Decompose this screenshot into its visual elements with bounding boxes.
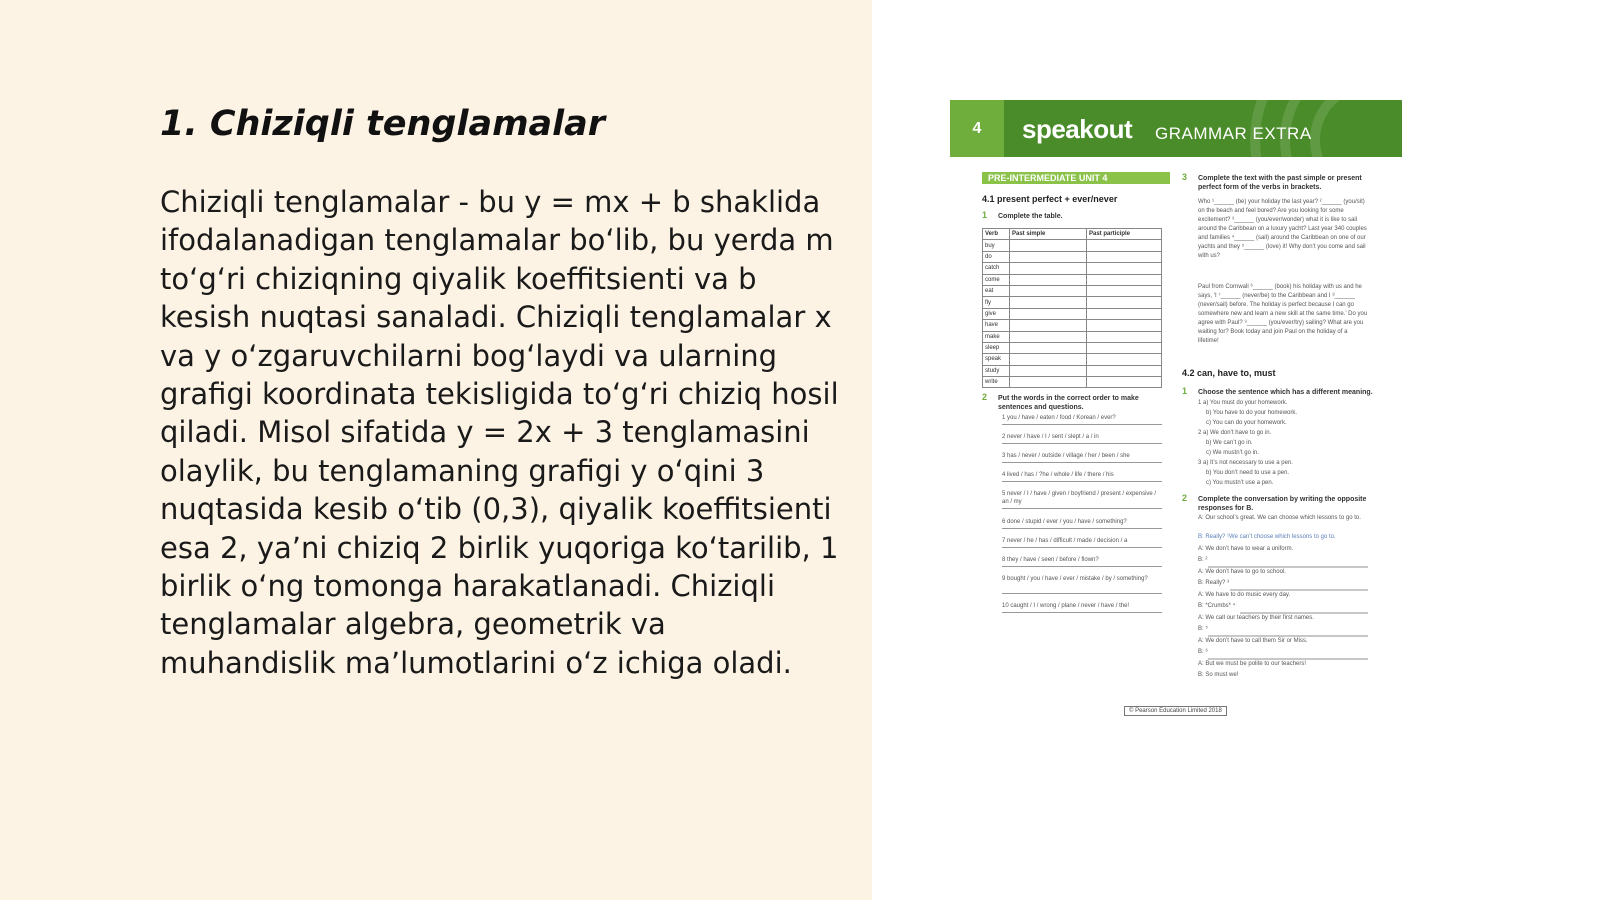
dialogue-line: A: But we must be polite to our teachers!: [1198, 661, 1307, 667]
slide-body-text: Chiziqli tenglamalar - bu y = mx + b shaklida ifodalanadigan tenglamalar bo‘lib, bu yerda m to‘g‘ri chiziqning qiyalik koeffitsienti va b kesish nuqtasi sanaladi. Chiziqli tenglamalar x va y o‘zgaruvchilarni bog‘laydi va ularning grafigi koordinata tekisligida to‘g‘ri chiziq hosil qiladi. Misol sifatida y = 2x + 3 tenglamasini olaylik, bu tenglamaning grafigi y o‘qini 3 nuqtasida kesib o‘tib (0,3), qiyalik koeffitsienti esa 2, ya’ni chiziq 2 birlik yuqoriga ko‘tarilib, 1 birlik o‘ng tomonga harakatlanadi. Chiziqli tenglamalar algebra, geometrik va muhandislik ma’lumotlarini o‘z ichiga oladi.: [160, 185, 839, 680]
table-row: [983, 285, 1162, 296]
table-row: [983, 251, 1162, 262]
blank-cell: [1087, 263, 1162, 274]
list-item: c) We mustn’t go in.: [1206, 450, 1259, 456]
blank-cell: [1087, 251, 1162, 262]
dialogue-line: A: We don’t have to call them Sir or Miss.: [1198, 638, 1308, 644]
verb-cell: catch: [983, 263, 1010, 274]
verb-table: [982, 228, 1162, 388]
answer-line: [1240, 612, 1368, 614]
verb-cell: give: [983, 308, 1010, 319]
table-row: [983, 297, 1162, 308]
list-item: 3 has / never / outside / village / her / been / she: [1002, 452, 1162, 463]
worksheet-header-title: GRAMMAR EXTRA: [1155, 124, 1312, 143]
table-header-row: [983, 229, 1162, 240]
exercise-number: 1: [1182, 386, 1188, 396]
list-item: 2 a) We don’t have to go in.: [1198, 430, 1272, 436]
blank-cell: [1010, 251, 1087, 262]
header-arc-decoration: [1310, 100, 1402, 157]
blank-cell: [1087, 331, 1162, 342]
answer-line: [1208, 566, 1368, 568]
blank-cell: [1087, 285, 1162, 296]
exercise-number: 3: [1182, 172, 1188, 182]
blank-cell: [1010, 285, 1087, 296]
blank-cell: [1010, 240, 1087, 251]
exercise-3-text-1: Who ¹______ (be) your holiday the last year? ²______ (you/sit) on the beach and feel bored? Are you looking for some excitement? ³______ (you/ever/wonder) what it is like to sail around the Caribbean on a luxury yacht? Last year 340 couples and families ⁴______ (sail) around the Caribbean on one of our yachts and they ⁵______ (love) it! Why don’t you come and sail with us?: [1198, 199, 1367, 259]
list-item: b) You have to do your homework.: [1206, 410, 1298, 416]
list-item: 7 never / he / has / difficult / made / decision / a: [1002, 537, 1162, 548]
exercise-instruction: Put the words in the correct order to make sentences and questions.: [998, 395, 1139, 411]
list-item: 3 a) It’s not necessary to use a pen.: [1198, 460, 1293, 466]
table-row: [983, 377, 1162, 388]
dialogue-line: B: So must we!: [1198, 672, 1239, 678]
verb-cell: speak: [983, 354, 1010, 365]
blank-cell: [1087, 297, 1162, 308]
verb-cell: sleep: [983, 342, 1010, 353]
verb-cell: study: [983, 365, 1010, 376]
dialogue-line: B: *Crumbs* ⁴: [1198, 603, 1236, 609]
verb-cell: do: [983, 251, 1010, 262]
slide-title: 1. Chiziqli tenglamalar: [160, 104, 606, 144]
blank-cell: [1087, 365, 1162, 376]
list-item: b) You don’t need to use a pen.: [1206, 470, 1290, 476]
table-header-cell: Verb: [983, 229, 1010, 240]
dialogue-line: B: ⁵: [1198, 626, 1208, 632]
blank-cell: [1087, 342, 1162, 353]
list-item: 9 bought / you / have / ever / mistake / by / something?: [1002, 575, 1162, 594]
worksheet-header: [950, 100, 1402, 157]
blank-cell: [1010, 331, 1087, 342]
list-item: c) You mustn’t use a pen.: [1206, 480, 1274, 486]
verb-cell: have: [983, 320, 1010, 331]
dialogue-line: A: Our school’s great. We can choose which lessons to go to.: [1198, 515, 1361, 521]
list-item: 8 they / have / seen / before / flown?: [1002, 556, 1162, 567]
list-item: 2 never / have / I / sent / slept / a / in: [1002, 433, 1162, 444]
answer-line: [1230, 589, 1368, 591]
worksheet-page-number: 4: [950, 100, 1004, 157]
list-item: 1 a) You must do your homework.: [1198, 400, 1288, 406]
blank-cell: [1087, 308, 1162, 319]
blank-cell: [1010, 274, 1087, 285]
table-row: [983, 365, 1162, 376]
list-item: 1 you / have / eaten / food / Korean / ever?: [1002, 414, 1162, 425]
blank-cell: [1087, 377, 1162, 388]
exercise-number: 2: [982, 392, 988, 402]
list-item: 4 lived / has / ?he / whole / life / there / his: [1002, 471, 1162, 482]
table-header-cell: Past simple: [1010, 229, 1087, 240]
blank-cell: [1010, 263, 1087, 274]
blank-cell: [1010, 308, 1087, 319]
verb-cell: fly: [983, 297, 1010, 308]
exercise-number: 2: [1182, 493, 1188, 503]
speakout-logo: speakout: [1022, 114, 1133, 144]
table-row: [983, 331, 1162, 342]
blank-cell: [1010, 342, 1087, 353]
exercise-3-text-2: Paul from Cornwall ⁶______ (book) his holiday with us and he says, ‘I ⁷______ (never/be) to the Caribbean and I ⁸______ (never/sail) before. The holiday is perfect because I can go somewhere new and learn a new skill at the same time.’ Do you agree with Paul? ⁹______ (you/ever/try) sailing? What are you waiting for? Book today and join Paul on the holiday of a lifetime!: [1198, 284, 1368, 344]
dialogue-line: B: Really? ³: [1198, 580, 1230, 586]
dialogue-line: A: We call our teachers by their first names.: [1198, 615, 1314, 621]
blank-cell: [1087, 240, 1162, 251]
list-item: b) We can’t go in.: [1206, 440, 1253, 446]
answer-line: [1208, 635, 1368, 637]
blank-cell: [1087, 354, 1162, 365]
answer-line: [1208, 658, 1368, 660]
dialogue-line: A: We don’t have to go to school.: [1198, 569, 1286, 575]
table-row: [983, 263, 1162, 274]
verb-cell: write: [983, 377, 1010, 388]
blank-cell: [1010, 365, 1087, 376]
exercise-instruction: Choose the sentence which has a different meaning.: [1198, 389, 1373, 396]
table-row: [983, 320, 1162, 331]
table-header-cell: Past participle: [1087, 229, 1162, 240]
list-item: 5 never / I / have / given / boyfriend / present / expensive / an / my: [1002, 490, 1162, 509]
blank-cell: [1010, 320, 1087, 331]
verb-cell: buy: [983, 240, 1010, 251]
blank-cell: [1010, 377, 1087, 388]
blank-cell: [1087, 320, 1162, 331]
unit-tag: PRE-INTERMEDIATE UNIT 4: [982, 172, 1170, 184]
table-row: [983, 308, 1162, 319]
exercise-instruction: Complete the conversation by writing the opposite responses for B.: [1198, 496, 1367, 512]
dialogue-line: B: ⁶: [1198, 649, 1208, 655]
list-item: 10 caught / I / wrong / plane / never / have / the!: [1002, 602, 1162, 613]
verb-cell: eat: [983, 285, 1010, 296]
section-heading: 4.2 can, have to, must: [1182, 368, 1276, 378]
exercise-instruction: Complete the text with the past simple or present perfect form of the verbs in brackets.: [1198, 175, 1362, 191]
list-item: 6 done / stupid / ever / you / have / something?: [1002, 518, 1162, 529]
table-row: [983, 354, 1162, 365]
section-heading: 4.1 present perfect + ever/never: [982, 194, 1118, 204]
exercise-number: 1: [982, 210, 988, 220]
table-row: [983, 240, 1162, 251]
worksheet-image: [950, 100, 1402, 740]
exercise-instruction: Complete the table.: [998, 213, 1063, 220]
blank-cell: [1010, 354, 1087, 365]
blank-cell: [1087, 274, 1162, 285]
table-row: [983, 342, 1162, 353]
verb-cell: come: [983, 274, 1010, 285]
dialogue-line: B: Really? ¹We can’t choose which lessons to go to.: [1198, 534, 1336, 540]
verb-cell: make: [983, 331, 1010, 342]
dialogue-line: A: We don’t have to wear a uniform.: [1198, 546, 1294, 552]
blank-cell: [1010, 297, 1087, 308]
list-item: c) You can do your homework.: [1206, 420, 1287, 426]
dialogue-line: A: We have to do music every day.: [1198, 592, 1291, 598]
worksheet-footer: © Pearson Education Limited 2018: [1124, 706, 1227, 716]
table-row: [983, 274, 1162, 285]
dialogue-line: B: ²: [1198, 557, 1208, 563]
